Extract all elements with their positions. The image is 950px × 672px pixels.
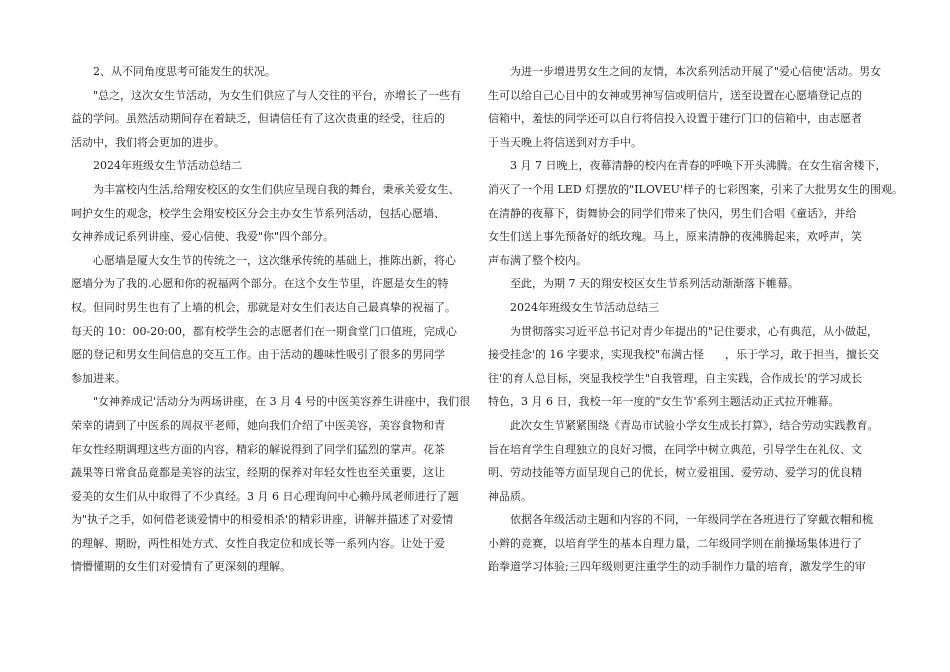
text-line: "总之，这次女生节活动，为女生们供应了与人交往的平台，亦增长了一些有 bbox=[93, 88, 462, 102]
text-line: 小辫的竞赛，以培育学生的基本自理力量，二年级同学则在前操场集体进行了 bbox=[488, 536, 862, 550]
text-line: 心愿墙是厦大女生节的传统之一，这次继承传统的基础上，推陈出新，将心 bbox=[93, 253, 456, 267]
text-line: 声布满了整个校内。 bbox=[488, 253, 587, 267]
text-line: 2、从不同角度思考可能发生的状况。 bbox=[93, 65, 276, 78]
text-line: 生可以给自己心目中的女神或男神写信或明信片，送至设置在心愿墙登记点的 bbox=[488, 88, 862, 102]
paragraph bbox=[71, 178, 463, 249]
text-line: 参加进来。 bbox=[71, 371, 126, 385]
text-line: 依据各年级活动主题和内容的不同，一年级同学在各班进行了穿戴衣帽和梳 bbox=[510, 513, 873, 527]
text-line: 为"执子之手，如何借老谈爱情中的相爱相杀'的精彩讲座，讲解并描述了对爱情 bbox=[71, 513, 454, 527]
text-line: 蔬果等日常食品竟都是美容的法宝，经期的保养对年轻女性也至关重要，这让 bbox=[71, 466, 445, 480]
paragraph bbox=[71, 60, 463, 84]
left-column bbox=[71, 60, 471, 579]
text-line: 为贯彻落实习近平总书记对青少年提出的"记住要求，心有典范，从小做起， bbox=[510, 324, 879, 338]
text-line: 愿墙分为了我的.心愿和你的祝福两个部分。在这个女生节里，许愿是女生的特 bbox=[71, 277, 449, 291]
text-line: 为丰富校内生活,给翔安校区的女生们供应呈现自我的舞台，秉承关爱女生、 bbox=[93, 182, 460, 196]
text-line: 的理解、期盼，两性相处方式、女性自我定位和成长等一系列内容。让处于爱 bbox=[71, 536, 445, 550]
paragraph bbox=[488, 320, 882, 414]
text-line: 权。但同时男生也有了上墙的机会，那就是对女生们表达自己最真挚的祝福了。 bbox=[71, 300, 456, 314]
text-line: 愿的登记和男女生间信息的交互工作。由于活动的趣味性吸引了很多的男同学 bbox=[71, 348, 445, 362]
paragraph bbox=[488, 154, 903, 272]
text-line: 每天的 10：00-20:00，都有校学生会的志愿者们在一期食堂门口值班，完成心 bbox=[71, 324, 457, 338]
right-column bbox=[488, 60, 903, 579]
text-line: 3 月 7 日晚上，夜幕清静的校内在青春的呼唤下开头沸腾。在女生宿舍楼下， bbox=[510, 159, 887, 173]
text-line: 女生们送上事先预备好的纸玫瑰。马上，原来清静的夜沸腾起来，欢呼声，笑 bbox=[488, 230, 862, 244]
text-line: 年女性经期调理这些方面的内容，精彩的解说得到了同学们猛烈的掌声。花茶 bbox=[71, 442, 445, 456]
text-line: 明、劳动技能等方面呈现自己的优长，树立爱祖国、爱劳动、爱学习的优良精 bbox=[488, 466, 862, 480]
paragraph bbox=[488, 296, 882, 320]
text-line: 信箱中，羞怯的同学还可以自行将信投入设置于建行门口的信箱中，由志愿者 bbox=[488, 112, 862, 126]
text-line: 此次女生节紧紧围绕《青岛市试验小学女生成长打算》，结合劳动实践教育。 bbox=[510, 418, 879, 432]
text-line: 跆拳道学习体验;三四年级则更注重学生的动手制作力量的培育，激发学生的审 bbox=[488, 560, 866, 574]
text-line: 消灭了一个用 LED 灯摆放的"ILOVEU'样子的七彩图案，引来了大批男女生的围观。 bbox=[488, 182, 903, 196]
text-line: 女神养成记系列讲座、爱心信使、我爱"你"四个部分。 bbox=[71, 230, 335, 244]
paragraph bbox=[488, 508, 882, 579]
text-line: 神品质。 bbox=[488, 489, 532, 503]
paragraph bbox=[71, 84, 463, 155]
paragraph bbox=[71, 390, 471, 579]
text-line: 为进一步增进男女生之间的友情，本次系列活动开展了"爱心信使'活动。男女 bbox=[510, 65, 882, 78]
paragraph bbox=[488, 272, 882, 296]
text-line: 益的学问。虽然活动期间存在着缺乏，但请信任有了这次贵重的经受，往后的 bbox=[71, 112, 445, 126]
paragraph bbox=[488, 414, 882, 508]
text-line: 荣幸的请到了中医系的周叔平老师，她向我们介绍了中医美容，美容食物和青 bbox=[71, 418, 445, 432]
text-line: 旨在培育学生自理独立的良好习惯，在同学中树立典范，引导学生在礼仪、文 bbox=[488, 442, 862, 456]
text-line: 至此，为期 7 天的翔安校区女生节系列活动渐渐落下帷幕。 bbox=[510, 277, 799, 291]
text-line: 在清静的夜幕下，街舞协会的同学们带来了快闪，男生们合唱《童话》，并给 bbox=[488, 206, 857, 220]
text-line: 往'的育人总目标，突显我校学生"自我管理，自主实践，合作成长'的学习成长 bbox=[488, 371, 863, 385]
text-line: 于当天晚上将信送到对方手中。 bbox=[488, 135, 642, 149]
text-line: 接受挂念'的 16 字要求，实现我校"布满古怪 ，乐于学习，敢于担当，擅长交 bbox=[488, 348, 880, 362]
paragraph bbox=[71, 154, 463, 178]
text-line: 特色，3 月 6 日，我校一年一度的"女生节'系列主题活动正式拉开帷幕。 bbox=[488, 395, 840, 409]
text-line: 2024年班级女生节活动总结二 bbox=[93, 159, 242, 173]
text-line: 呵护女生的观念，校学生会翔安校区分会主办女生节系列活动，包括心愿墙、 bbox=[71, 206, 445, 220]
text-line: 活动中，我们将会更加的进步。 bbox=[71, 135, 225, 149]
text-line: 2024年班级女生节活动总结三 bbox=[510, 300, 659, 314]
text-line: 爱美的女生们从中取得了不少真经。3 月 6 日心理询问中心赖丹凤老师进行了题 bbox=[71, 489, 459, 503]
paragraph bbox=[488, 60, 882, 154]
text-line: 情懵懂期的女生们对爱情有了更深刻的理解。 bbox=[71, 560, 291, 574]
paragraph bbox=[71, 249, 463, 391]
text-line: "女神养成记'活动分为两场讲座，在 3 月 4 号的中医美容养生讲座中，我们很 bbox=[93, 395, 471, 409]
